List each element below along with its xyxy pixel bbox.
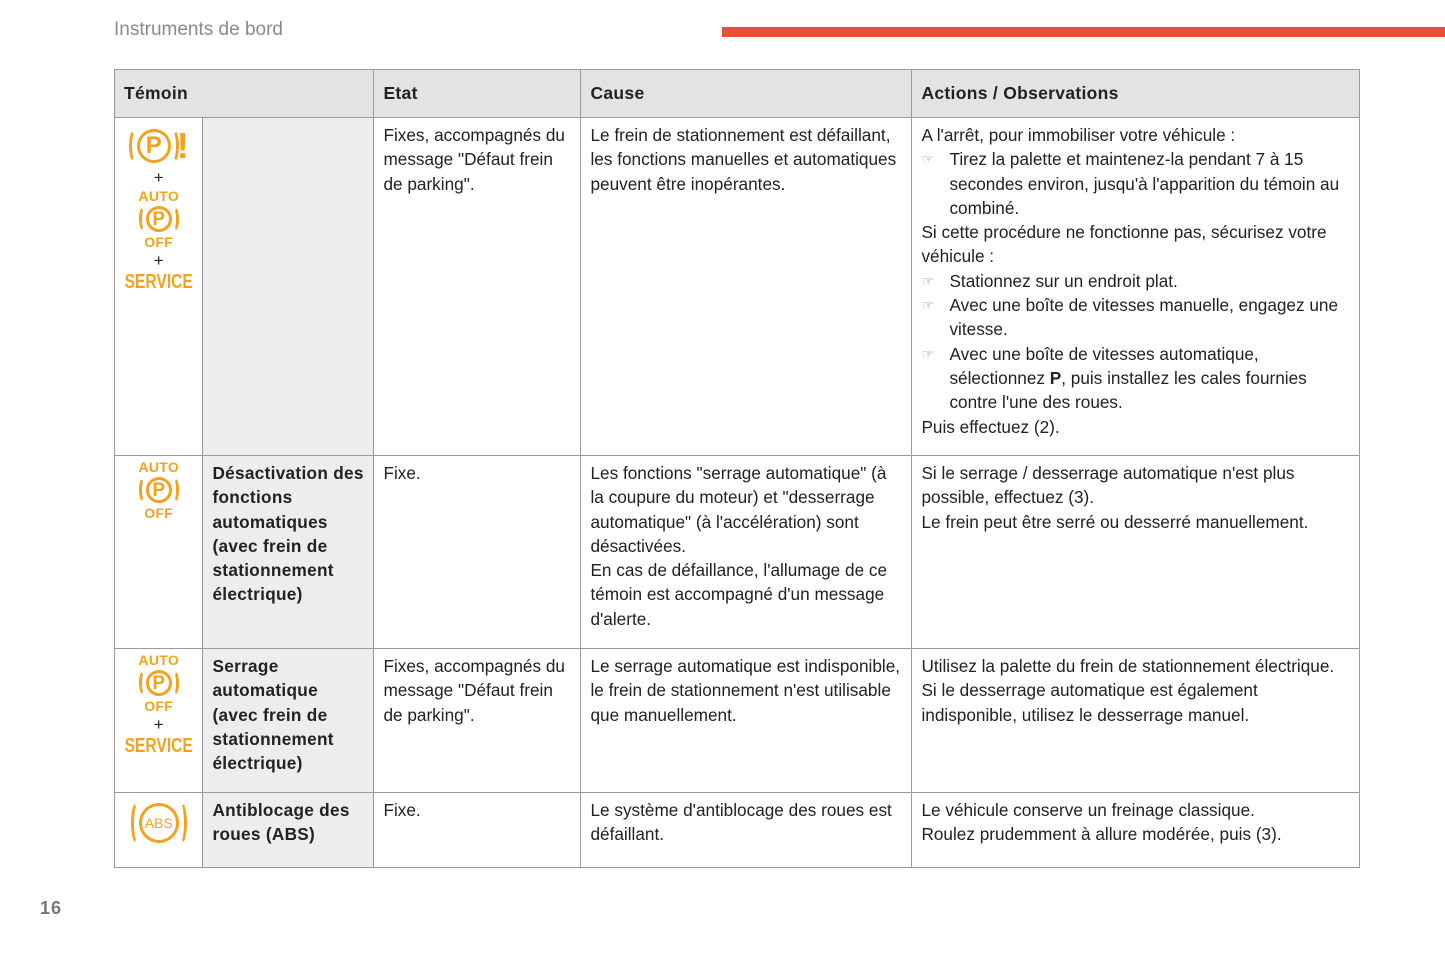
temoin-label bbox=[203, 118, 374, 456]
table-row bbox=[115, 456, 1360, 649]
table-row bbox=[115, 793, 1360, 868]
cause-cell: Les fonctions "serrage automatique" (à la coupure du moteur) et "desserrage automatique" (à l'accélération) sont désactivées. En cas de défaillance, l'allumage de ce témoin est accompagné d'un message d'alerte. bbox=[581, 456, 912, 649]
header-accent-bar bbox=[722, 27, 1445, 37]
actions-text: Puis effectuez (2). bbox=[921, 416, 1060, 437]
auto-parking-off-icon: AUTO P OFF bbox=[138, 652, 180, 714]
etat-cell: Fixes, accompagnés du message "Défaut frein de parking". bbox=[374, 649, 581, 793]
col-actions: Actions / Observations bbox=[912, 70, 1360, 118]
pointing-hand-icon: ☞ bbox=[921, 151, 935, 168]
temoin-label: Désactivation des fonctions automatiques (avec frein de stationnement électrique) bbox=[203, 456, 374, 649]
warning-icons bbox=[115, 118, 203, 456]
page-number: 16 bbox=[40, 898, 63, 918]
section-title: Instruments de bord bbox=[114, 19, 283, 40]
warning-icons bbox=[115, 456, 203, 649]
actions-cell bbox=[912, 118, 1360, 456]
col-cause: Cause bbox=[581, 70, 912, 118]
etat-cell: Fixes, accompagnés du message "Défaut frein de parking". bbox=[374, 118, 581, 456]
warning-icons bbox=[115, 793, 203, 868]
actions-cell: Si le serrage / desserrage automatique n'est plus possible, effectuez (3). Le frein peut être serré ou desserré manuellement. bbox=[912, 456, 1360, 649]
actions-intro: A l'arrêt, pour immobiliser votre véhicule : bbox=[921, 125, 1236, 145]
col-etat: Etat bbox=[374, 70, 581, 118]
etat-cell: Fixe. bbox=[374, 456, 581, 649]
temoin-label: Serrage automatique (avec frein de stationnement électrique) bbox=[203, 649, 374, 793]
bullet-item: ☞ Avec une boîte de vitesses manuelle, engagez une vitesse. bbox=[921, 293, 1350, 342]
cause-cell: Le système d'antiblocage des roues est défaillant. bbox=[581, 793, 912, 868]
bullet-item: ☞ Tirez la palette et maintenez-la pendant 7 à 15 secondes environ, jusqu'à l'apparition du témoin au combiné. bbox=[921, 147, 1350, 220]
plus-sign: + bbox=[153, 168, 164, 187]
pointing-hand-icon: ☞ bbox=[921, 272, 935, 289]
pointing-hand-icon: ☞ bbox=[921, 297, 935, 314]
table-row bbox=[115, 118, 1360, 456]
cause-cell: Le frein de stationnement est défaillant, les fonctions manuelles et automatiques peuvent être inopérantes. bbox=[581, 118, 912, 456]
table-header-row bbox=[115, 70, 1360, 118]
auto-parking-off-icon: AUTO P OFF bbox=[138, 188, 180, 250]
actions-cell: Utilisez la palette du frein de stationnement électrique. Si le desserrage automatique est également indisponible, utilisez le desserrage manuel. bbox=[912, 649, 1360, 793]
actions-cell: Le véhicule conserve un freinage classique. Roulez prudemment à allure modérée, puis (3). bbox=[912, 793, 1360, 868]
cause-cell: Le serrage automatique est indisponible, le frein de stationnement n'est utilisable que manuellement. bbox=[581, 649, 912, 793]
plus-sign: + bbox=[153, 715, 164, 734]
service-icon: SERVICE bbox=[124, 271, 193, 293]
warning-lights-table bbox=[114, 69, 1360, 868]
bullet-item: ☞ Avec une boîte de vitesses automatique, sélectionnez P, puis installez les cales fournies contre l'une des roues. bbox=[921, 342, 1350, 415]
actions-text: Si cette procédure ne fonctionne pas, sécurisez votre véhicule : bbox=[921, 222, 1327, 267]
bullet-item: ☞ Stationnez sur un endroit plat. bbox=[921, 269, 1350, 293]
auto-parking-off-icon: AUTO P OFF bbox=[138, 459, 180, 521]
warning-icons bbox=[115, 649, 203, 793]
temoin-label: Antiblocage des roues (ABS) bbox=[203, 793, 374, 868]
etat-cell: Fixe. bbox=[374, 793, 581, 868]
table-row bbox=[115, 649, 1360, 793]
plus-sign: + bbox=[153, 251, 164, 270]
service-icon: SERVICE bbox=[124, 735, 193, 757]
parking-brake-fault-icon: P ! bbox=[129, 126, 189, 166]
col-temoin: Témoin bbox=[115, 70, 374, 118]
abs-icon: ABS bbox=[131, 801, 187, 845]
pointing-hand-icon: ☞ bbox=[921, 345, 935, 362]
